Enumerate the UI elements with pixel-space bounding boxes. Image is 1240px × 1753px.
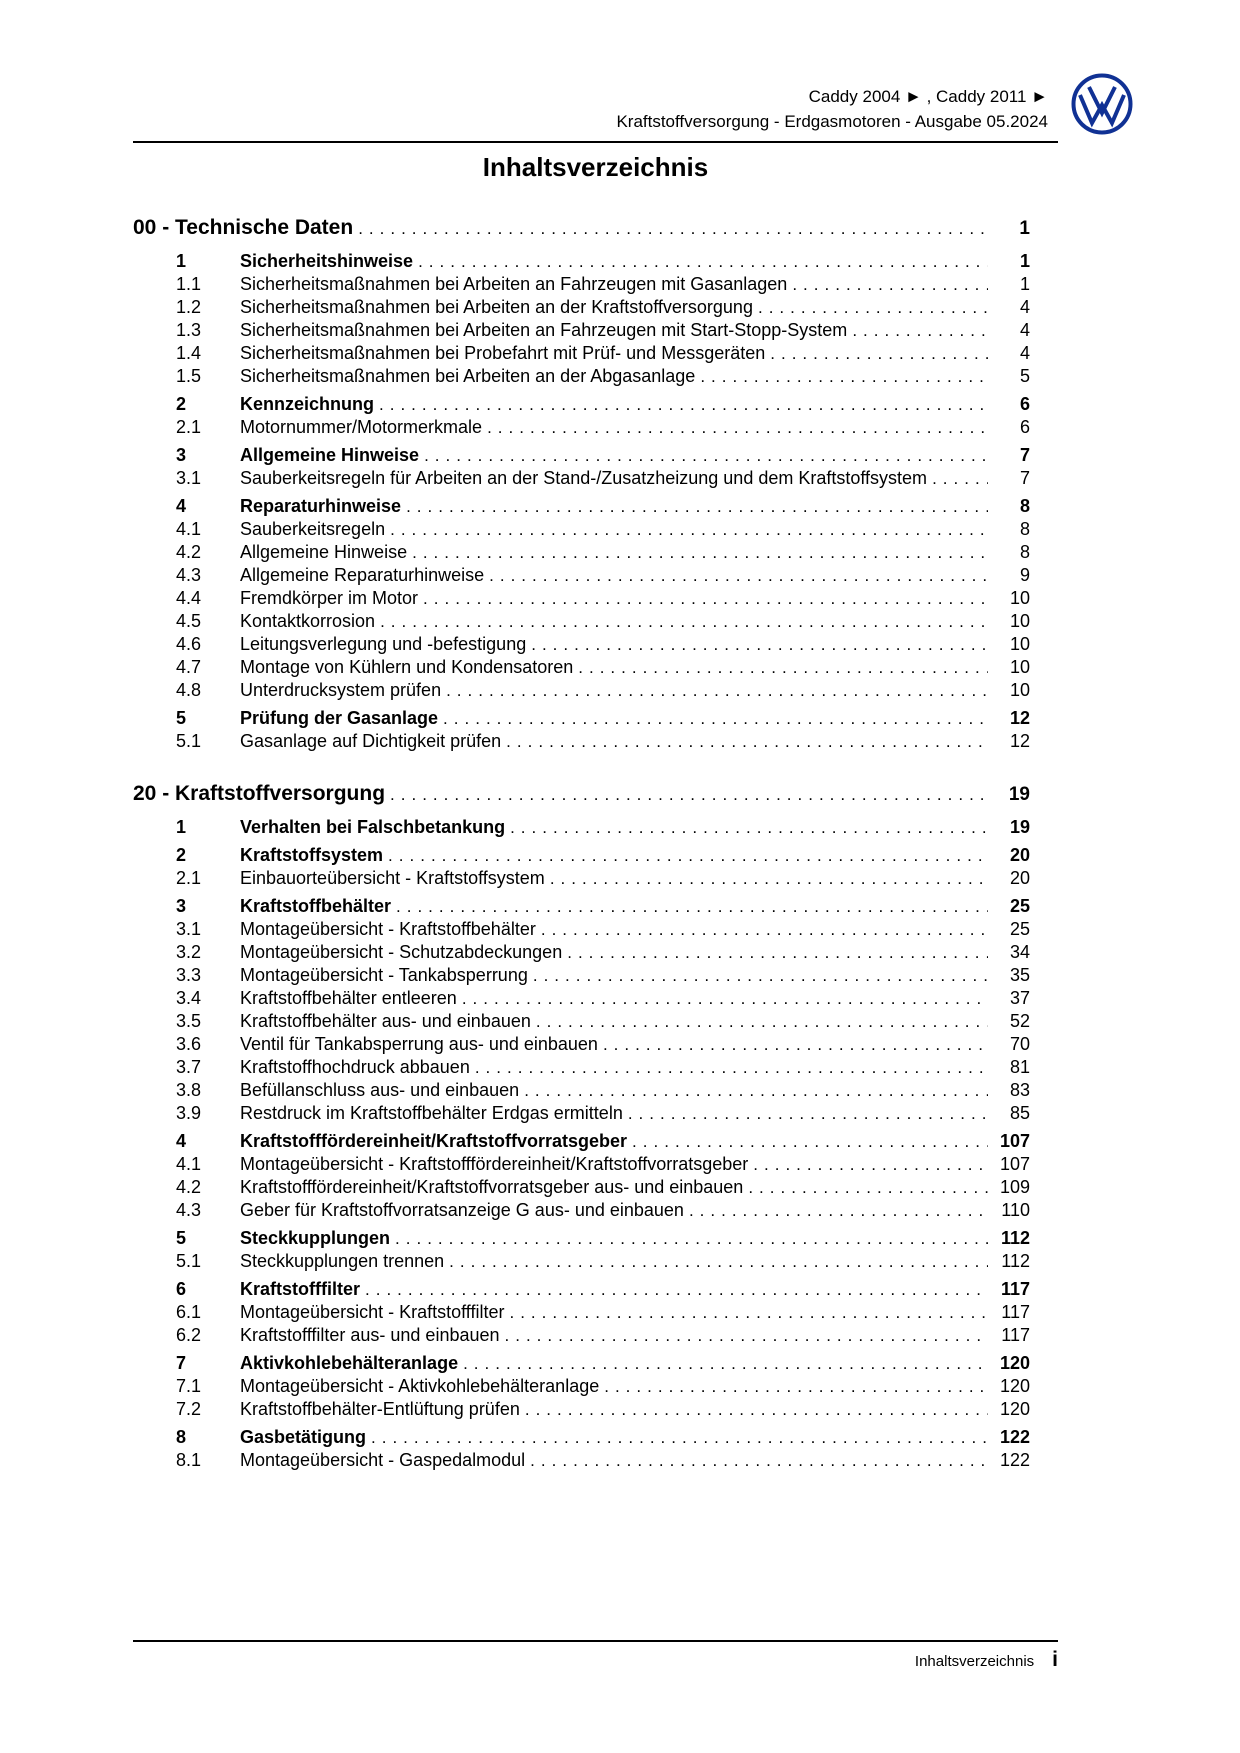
toc-entry [133,1010,1058,1033]
toc-entry [133,1227,1058,1250]
toc-entry-label: Motornummer/Motormerkmale [240,417,483,437]
dot-leader [792,273,988,296]
toc-entry-number: 6.1 [176,1302,202,1322]
toc-entry-label: Allgemeine Hinweise [240,445,420,465]
toc-entry-label: Montageübersicht - Kraftstofffilter [240,1302,505,1322]
toc-entry-number: 4.4 [176,588,202,608]
dot-leader [390,780,988,810]
toc-entry-page: 20 [1009,868,1030,888]
toc-entry-number: 3 [176,445,187,465]
toc-entry-page: 109 [999,1177,1030,1197]
dot-leader [395,1227,988,1250]
toc-entry-number: 4.2 [176,542,202,562]
toc-entry-page: 85 [1009,1103,1030,1123]
toc-entry-number: 1.4 [176,343,202,363]
toc-entry-number: 3.1 [176,468,202,488]
toc-entry-label: Kraftstoffbehälter [240,896,392,916]
toc-entry-number: 5 [176,1228,187,1248]
toc-entry-page: 6 [1019,394,1030,414]
header-model-line: Caddy 2004 ► , Caddy 2011 ► [808,87,1048,106]
toc-entry-label: Montageübersicht - Aktivkohlebehälteranlage [240,1376,600,1396]
dot-leader [748,1176,988,1199]
toc-entry-number: 4.3 [176,565,202,585]
toc-entry-label: Geber für Kraftstoffvorratsanzeige G aus- und einbauen [240,1200,684,1220]
dot-leader [852,319,988,342]
dot-leader [932,467,988,490]
toc-entry-page: 4 [1019,343,1030,363]
toc-entry-number: 1.2 [176,297,202,317]
toc-chapter-heading [133,213,1058,244]
toc-entry-label: Sicherheitsmaßnahmen bei Arbeiten an Fahrzeugen mit Gasanlagen [240,274,788,294]
toc-entry-label: Kraftstoffbehälter aus- und einbauen [240,1011,531,1031]
toc-entry [133,319,1058,342]
toc-entry [133,1375,1058,1398]
dot-leader [412,541,988,564]
header-subtitle: Kraftstoffversorgung - Erdgasmotoren - Ausgabe 05.2024 [616,112,1048,131]
toc-entry [133,444,1058,467]
toc-entry [133,1130,1058,1153]
dot-leader [770,342,988,365]
toc-entry-page: 20 [1009,845,1030,865]
toc-entry [133,918,1058,941]
toc-entry [133,707,1058,730]
toc-entry-page: 1 [1019,274,1030,294]
toc-entry-page: 10 [1009,634,1030,654]
dot-leader [567,941,988,964]
dot-leader [424,444,988,467]
toc-entry-page: 120 [999,1353,1030,1373]
toc-entry-number: 4.7 [176,657,202,677]
toc-entry [133,467,1058,490]
toc-entry-number: 5.1 [176,1251,202,1271]
dot-leader [388,844,988,867]
toc-entry [133,867,1058,890]
dot-leader [365,1278,988,1301]
toc-entry [133,587,1058,610]
toc-entry-page: 7 [1019,445,1030,465]
toc-entry-page: 5 [1019,366,1030,386]
toc-entry-label: Kraftstoffhochdruck abbauen [240,1057,470,1077]
toc-entry [133,1153,1058,1176]
toc-entry-page: 25 [1009,896,1030,916]
footer-page-number: i [1052,1648,1058,1671]
toc-entry-number: 3.2 [176,942,202,962]
toc-entry-label: Sicherheitsmaßnahmen bei Arbeiten an der Kraftstoffversorgung [240,297,753,317]
toc-entry [133,1426,1058,1449]
toc-entry-label: Sicherheitshinweise [240,251,414,271]
dot-leader [531,633,988,656]
toc-entry-label: Sicherheitsmaßnahmen bei Arbeiten an Fahrzeugen mit Start-Stopp-System [240,320,848,340]
toc-entry [133,1278,1058,1301]
toc-chapter [133,779,1058,1472]
toc-entry [133,416,1058,439]
toc-entry [133,941,1058,964]
dot-leader [509,1301,988,1324]
toc-entry [133,393,1058,416]
toc-entry-number: 5.1 [176,731,202,751]
toc-entry-number: 1 [176,817,187,837]
toc-entry-number: 7 [176,1353,187,1373]
toc-entry-label: Kraftstofffilter [240,1279,360,1299]
toc-entry-label: Kraftstofffilter aus- und einbauen [240,1325,500,1345]
toc-entry-number: 2 [176,845,187,865]
toc-chapter [133,213,1058,753]
toc-entry-label: Prüfung der Gasanlage [240,708,439,728]
dot-leader [358,214,988,244]
toc-entry-page: 112 [1000,1228,1030,1248]
toc-entry-page: 7 [1019,468,1030,488]
toc-entry-page: 117 [1001,1325,1030,1345]
toc-entry-page: 37 [1009,988,1030,1008]
toc-chapter-page: 1 [1019,218,1030,239]
toc-entry-label: Kraftstofffördereinheit/Kraftstoffvorratsgeber [240,1131,628,1151]
toc-entry-number: 7.1 [176,1376,202,1396]
toc-entry-page: 117 [1001,1302,1030,1322]
toc-entry [133,1250,1058,1273]
footer-rule [133,1640,1058,1642]
toc-entry-number: 5 [176,708,187,728]
toc-entry [133,1102,1058,1125]
toc-entry-page: 81 [1009,1057,1030,1077]
toc-entry-number: 6 [176,1279,187,1299]
toc-entry-number: 2 [176,394,187,414]
dot-leader [449,1250,988,1273]
toc-entry-number: 6.2 [176,1325,202,1345]
toc-entry-number: 1.3 [176,320,202,340]
toc-entry-number: 1.5 [176,366,202,386]
toc-entry-label: Verhalten bei Falschbetankung [240,817,506,837]
dot-leader [530,1449,988,1472]
toc-entry-page: 19 [1009,817,1030,837]
dot-leader [423,587,988,610]
toc-entry-number: 3.5 [176,1011,202,1031]
dot-leader [475,1056,988,1079]
toc-entry-number: 3.9 [176,1103,202,1123]
toc-entry-page: 10 [1009,680,1030,700]
toc-entry-number: 3 [176,896,187,916]
toc-entry-label: Kraftstoffbehälter-Entlüftung prüfen [240,1399,520,1419]
dot-leader [487,416,988,439]
toc-entry-number: 4.3 [176,1200,202,1220]
toc-entry-label: Montageübersicht - Schutzabdeckungen [240,942,563,962]
dot-leader [550,867,988,890]
toc-chapter-page: 19 [1008,784,1030,805]
toc-entry-page: 107 [999,1154,1030,1174]
toc-entry [133,816,1058,839]
dot-leader [536,1010,988,1033]
toc-entry-number: 2.1 [176,868,202,888]
toc-entry-label: Kontaktkorrosion [240,611,376,631]
dot-leader [632,1130,988,1153]
dot-leader [578,656,988,679]
dot-leader [505,1324,988,1347]
toc-entry [133,296,1058,319]
dot-leader [390,518,988,541]
toc-entry [133,987,1058,1010]
toc-entry-page: 4 [1019,297,1030,317]
toc-entry-label: Sicherheitsmaßnahmen bei Arbeiten an der Abgasanlage [240,366,696,386]
toc-entry-number: 3.4 [176,988,202,1008]
page-footer [915,1648,1058,1672]
toc-entry-number: 3.3 [176,965,202,985]
toc-entry-page: 122 [999,1450,1030,1470]
toc-entry-label: Unterdrucksystem prüfen [240,680,442,700]
toc-entry [133,1301,1058,1324]
dot-leader [758,296,988,319]
toc-entry-label: Gasanlage auf Dichtigkeit prüfen [240,731,502,751]
toc-entry-label: Kraftstoffbehälter entleeren [240,988,457,1008]
toc-entry [133,656,1058,679]
toc-entry [133,610,1058,633]
toc-entry-number: 3.6 [176,1034,202,1054]
toc-entry-page: 34 [1009,942,1030,962]
toc-entry [133,964,1058,987]
dot-leader [524,1079,988,1102]
toc-entry-label: Montageübersicht - Gaspedalmodul [240,1450,526,1470]
toc-entry-number: 4.1 [176,519,202,539]
toc-entry-label: Montageübersicht - Tankabsperrung [240,965,528,985]
dot-leader [463,1352,988,1375]
toc-entry [133,1199,1058,1222]
toc-entry-label: Steckkupplungen trennen [240,1251,445,1271]
dot-leader [446,679,988,702]
toc-entry-label: Sauberkeitsregeln für Arbeiten an der Stand-/Zusatzheizung und dem Kraftstoffsystem [240,468,928,488]
toc-entry-number: 3.7 [176,1057,202,1077]
page-title: Inhaltsverzeichnis [482,152,709,182]
toc-entry-label: Reparaturhinweise [240,496,402,516]
dot-leader [603,1033,988,1056]
footer-label: Inhaltsverzeichnis [914,1653,1035,1670]
dot-leader [541,918,988,941]
dot-leader [506,730,988,753]
dot-leader [510,816,988,839]
toc-entry-number: 1 [176,251,187,271]
toc-entry-number: 1.1 [176,274,202,294]
dot-leader [462,987,988,1010]
toc-entry-number: 4.5 [176,611,202,631]
toc-entry-number: 8.1 [176,1450,202,1470]
dot-leader [689,1199,988,1222]
toc-entry [133,633,1058,656]
toc-entry-page: 117 [1000,1279,1030,1299]
toc-entry-label: Sicherheitsmaßnahmen bei Probefahrt mit Prüf- und Messgeräten [240,343,766,363]
toc [133,213,1058,1472]
toc-entry-label: Kraftstoffsystem [240,845,384,865]
toc-entry-label: Einbauorteübersicht - Kraftstoffsystem [240,868,545,888]
dot-leader [489,564,988,587]
toc-entry-page: 10 [1009,588,1030,608]
toc-entry-number: 7.2 [176,1399,202,1419]
toc-entry-label: Gasbetätigung [240,1427,367,1447]
toc-entry-number: 4.2 [176,1177,202,1197]
toc-entry-number: 4.8 [176,680,202,700]
toc-chapter-title: 20 - Kraftstoffversorgung [133,782,386,805]
toc-entry-page: 70 [1009,1034,1030,1054]
toc-entry-number: 4.6 [176,634,202,654]
toc-entry [133,1033,1058,1056]
toc-entry-page: 9 [1019,565,1030,585]
dot-leader [443,707,988,730]
dot-leader [753,1153,988,1176]
dot-leader [418,250,988,273]
toc-entry-label: Kraftstofffördereinheit/Kraftstoffvorratsgeber aus- und einbauen [240,1177,744,1197]
toc-entry-label: Kennzeichnung [240,394,374,414]
toc-entry-label: Montage von Kühlern und Kondensatoren [240,657,574,677]
toc-entry-label: Leitungsverlegung und -befestigung [240,634,527,654]
toc-entry [133,518,1058,541]
dot-leader [628,1102,988,1125]
toc-entry-page: 12 [1009,731,1030,751]
toc-entry [133,1056,1058,1079]
header-rule [133,141,1058,143]
toc-entry-page: 83 [1009,1080,1030,1100]
toc-entry-page: 10 [1009,657,1030,677]
toc-entry-page: 8 [1019,519,1030,539]
toc-entry-label: Allgemeine Hinweise [240,542,408,562]
toc-entry-label: Befüllanschluss aus- und einbauen [240,1080,520,1100]
toc-entry-page: 1 [1019,251,1030,271]
toc-entry-page: 25 [1009,919,1030,939]
toc-entry-page: 6 [1019,417,1030,437]
toc-entry-number: 8 [176,1427,187,1447]
toc-entry-label: Montageübersicht - Kraftstoffbehälter [240,919,536,939]
dot-leader [700,365,988,388]
toc-entry-label: Allgemeine Reparaturhinweise [240,565,485,585]
toc-entry-number: 2.1 [176,417,202,437]
toc-entry-label: Montageübersicht - Kraftstofffördereinheit/Kraftstoffvorratsgeber [240,1154,749,1174]
dot-leader [371,1426,988,1449]
toc-entry-number: 3.8 [176,1080,202,1100]
toc-entry-page: 35 [1009,965,1030,985]
toc-entry-page: 107 [999,1131,1030,1151]
toc-entry [133,1352,1058,1375]
toc-entry-page: 8 [1019,542,1030,562]
dot-leader [380,610,988,633]
toc-entry-page: 120 [999,1376,1030,1396]
toc-entry-label: Ventil für Tankabsperrung aus- und einbauen [240,1034,598,1054]
dot-leader [525,1398,988,1421]
toc-entry [133,1079,1058,1102]
toc-entry-page: 4 [1019,320,1030,340]
toc-entry [133,250,1058,273]
toc-entry [133,844,1058,867]
toc-entry-number: 3.1 [176,919,202,939]
toc-entry-label: Restdruck im Kraftstoffbehälter Erdgas ermitteln [240,1103,623,1123]
toc-entry [133,273,1058,296]
toc-chapter-heading [133,779,1058,810]
toc-entry-number: 4.1 [176,1154,202,1174]
toc-entry-page: 110 [1001,1200,1030,1220]
toc-entry-page: 8 [1019,496,1030,516]
toc-entry-label: Aktivkohlebehälteranlage [240,1353,459,1373]
toc-entry [133,541,1058,564]
toc-entry-label: Fremdkörper im Motor [240,588,419,608]
toc-chapter-title: 00 - Technische Daten [133,216,354,239]
dot-leader [396,895,988,918]
toc-entry-page: 10 [1009,611,1030,631]
toc-content [133,150,1058,1472]
toc-entry [133,564,1058,587]
toc-entry-page: 120 [999,1399,1030,1419]
dot-leader [406,495,988,518]
page-header [616,84,1048,134]
toc-entry [133,342,1058,365]
toc-entry [133,730,1058,753]
toc-entry-label: Steckkupplungen [240,1228,391,1248]
dot-leader [533,964,988,987]
toc-entry [133,895,1058,918]
vw-logo-icon [1070,72,1134,136]
toc-entry [133,495,1058,518]
toc-entry [133,1449,1058,1472]
toc-entry [133,1176,1058,1199]
toc-entry [133,365,1058,388]
toc-entry-page: 12 [1009,708,1030,728]
toc-entry-number: 4 [176,1131,187,1151]
toc-entry-label: Sauberkeitsregeln [240,519,386,539]
toc-entry-page: 112 [1001,1251,1030,1271]
toc-entry-page: 52 [1009,1011,1030,1031]
dot-leader [379,393,988,416]
dot-leader [604,1375,988,1398]
toc-entry [133,679,1058,702]
toc-entry-number: 4 [176,496,187,516]
toc-entry-page: 122 [999,1427,1030,1447]
toc-entry [133,1398,1058,1421]
toc-entry [133,1324,1058,1347]
